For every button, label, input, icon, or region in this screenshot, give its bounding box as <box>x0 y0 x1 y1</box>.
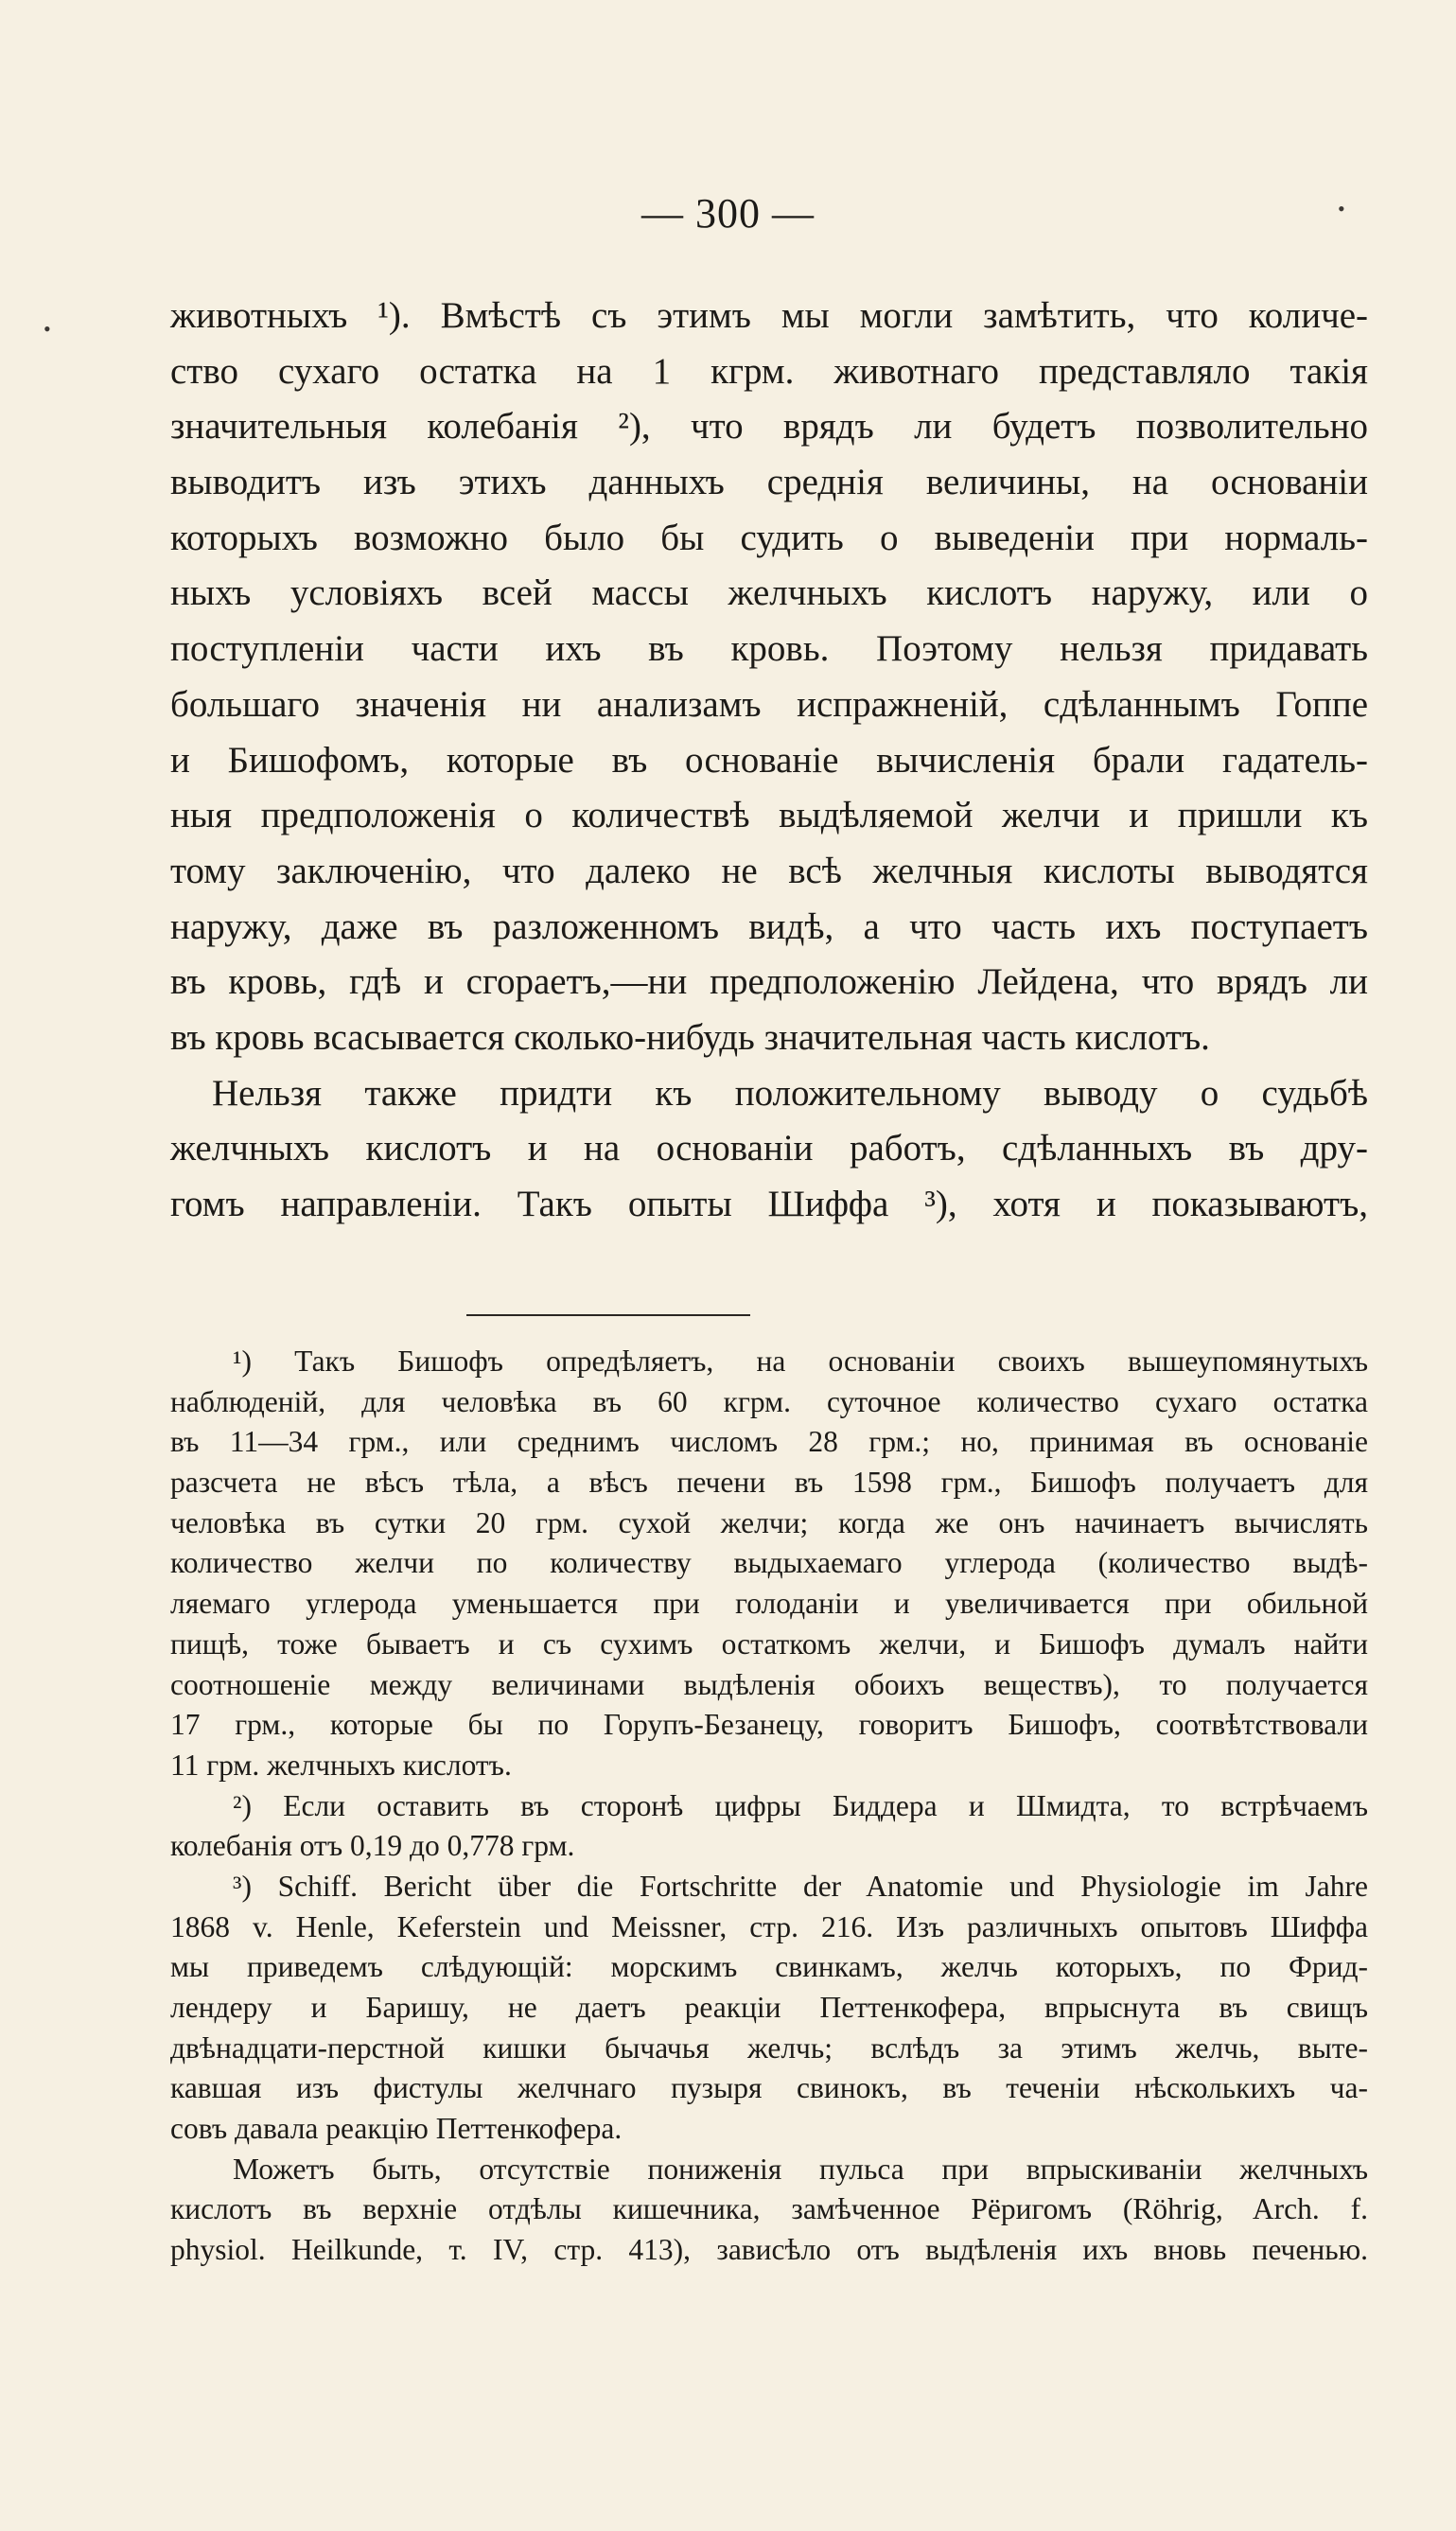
footnote-line: количество желчи по количеству выдыхаемаго углерода (количество выдѣ- <box>170 1546 1368 1580</box>
footnote-line: лендеру и Баришу, не даетъ реакціи Петтенкофера, впрыснута въ свищъ <box>170 1991 1368 2024</box>
text-line: большаго значенія ни анализамъ испражненій, сдѣланнымъ Гоппе <box>170 683 1368 725</box>
footnote-line: ¹) Такъ Бишофъ опредѣляетъ, на основаніи своихъ вышеупомянутыхъ <box>233 1345 1368 1378</box>
footnote-line: совъ давала реакцію Петтенкофера. <box>170 2112 623 2146</box>
footnote-line: ляемаго углерода уменьшается при голоданіи и увеличивается при обильной <box>170 1587 1368 1621</box>
footnote-line: 1868 v. Henle, Keferstein und Meissner, стр. 216. Изъ различныхъ опытовъ Шиффа <box>170 1909 1368 1943</box>
text-line: наружу, даже въ разложенномъ видѣ, а что часть ихъ поступаетъ <box>170 905 1368 947</box>
footnote-line: physiol. Heilkunde, т. IV, стр. 413), зависѣло отъ выдѣленія ихъ вновь печенью. <box>170 2233 1368 2267</box>
main-text <box>170 289 1368 1233</box>
footnote-line: Можетъ быть, отсутствіе пониженія пульса при впрыскиваніи желчныхъ <box>233 2152 1368 2186</box>
text-line: ныхъ условіяхъ всей массы желчныхъ кислотъ наружу, или о <box>170 572 1368 614</box>
text-line: ныя предположенія о количествѣ выдѣляемой желчи и пришли къ <box>170 795 1368 836</box>
footnote-line: 17 грм., которые бы по Горупъ-Безанецу, говоритъ Бишофъ, соотвѣтствовали <box>170 1708 1368 1742</box>
ink-speck-mark: • <box>44 317 51 341</box>
footnote-line: соотношеніе между величинами выдѣленія обоихъ веществъ), то получается <box>170 1667 1368 1701</box>
text-line: въ кровь всасывается сколько-нибудь значительная часть кислотъ. <box>170 1016 1210 1058</box>
page-number: — 300 — <box>641 190 815 237</box>
footnote-line: ³) Schiff. Bericht über die Fortschritte der Anatomie und Physiologie im Jahre <box>233 1869 1368 1903</box>
footnote-line: двѣнадцати-перстной кишки бычачья желчь; вслѣдъ за этимъ желчь, выте- <box>170 2030 1368 2065</box>
text-line: гомъ направленіи. Такъ опыты Шиффа ³), хотя и показываютъ, <box>170 1184 1368 1224</box>
text-line: поступленіи части ихъ въ кровь. Поэтому нельзя придавать <box>170 628 1368 670</box>
footnote-line: человѣка въ сутки 20 грм. сухой желчи; когда же онъ начинаетъ вычислять <box>170 1505 1368 1539</box>
footnote-line: кислотъ въ верхніе отдѣлы кишечника, замѣченное Рёригомъ (Röhrig, Arch. f. <box>170 2192 1368 2226</box>
footnote-line: наблюденій, для человѣка въ 60 кгрм. суточное количество сухаго остатка <box>170 1384 1368 1418</box>
footnote-line: въ 11—34 грм., или среднимъ числомъ 28 грм.; но, принимая въ основаніе <box>170 1425 1368 1459</box>
footnote-line: кавшая изъ фистулы желчнаго пузыря свинокъ, въ теченіи нѣсколькихъ ча- <box>170 2071 1368 2105</box>
text-line: и Бишофомъ, которые въ основаніе вычисленія брали гадатель- <box>170 739 1368 781</box>
text-line: въ кровь, гдѣ и сгораетъ,—ни предположенію Лейдена, что врядъ ли <box>170 961 1368 1003</box>
footnote-line: разсчета не вѣсъ тѣла, а вѣсъ печени въ 1598 грм., Бишофъ получаетъ для <box>170 1466 1368 1500</box>
footnote-line: мы приведемъ слѣдующій: морскимъ свинкамъ, желчь которыхъ, по Фрид- <box>170 1950 1368 1984</box>
footnote-line: колебанія отъ 0,19 до 0,778 грм. <box>170 1829 575 1863</box>
footnote-line: пищѣ, тоже бываетъ и съ сухимъ остаткомъ желчи, и Бишофъ думалъ найти <box>170 1626 1368 1661</box>
text-line: желчныхъ кислотъ и на основаніи работъ, сдѣланныхъ въ дру- <box>170 1128 1368 1169</box>
text-line: которыхъ возможно было бы судить о выведеніи при нормаль- <box>170 517 1368 558</box>
text-line: Нельзя также придти къ положительному выводу о судьбѣ <box>212 1072 1368 1114</box>
text-line: значительныя колебанія ²), что врядъ ли будетъ позволительно <box>170 406 1368 448</box>
ink-speck-mark: • <box>1338 197 1345 220</box>
footnotes <box>170 1342 1368 2271</box>
footnote-divider <box>466 1314 750 1316</box>
text-line: ство сухаго остатка на 1 кгрм. животнаго представляло такія <box>170 350 1368 392</box>
text-line: выводитъ изъ этихъ данныхъ среднія величины, на основаніи <box>170 462 1368 503</box>
footnote-line: ²) Если оставить въ сторонѣ цифры Биддера и Шмидта, то встрѣчаемъ <box>233 1788 1368 1822</box>
text-line: тому заключенію, что далеко не всѣ желчныя кислоты выводятся <box>170 850 1368 891</box>
text-line: животныхъ ¹). Вмѣстѣ съ этимъ мы могли замѣтить, что количе- <box>170 295 1368 336</box>
footnote-line: 11 грм. желчныхъ кислотъ. <box>170 1748 512 1782</box>
